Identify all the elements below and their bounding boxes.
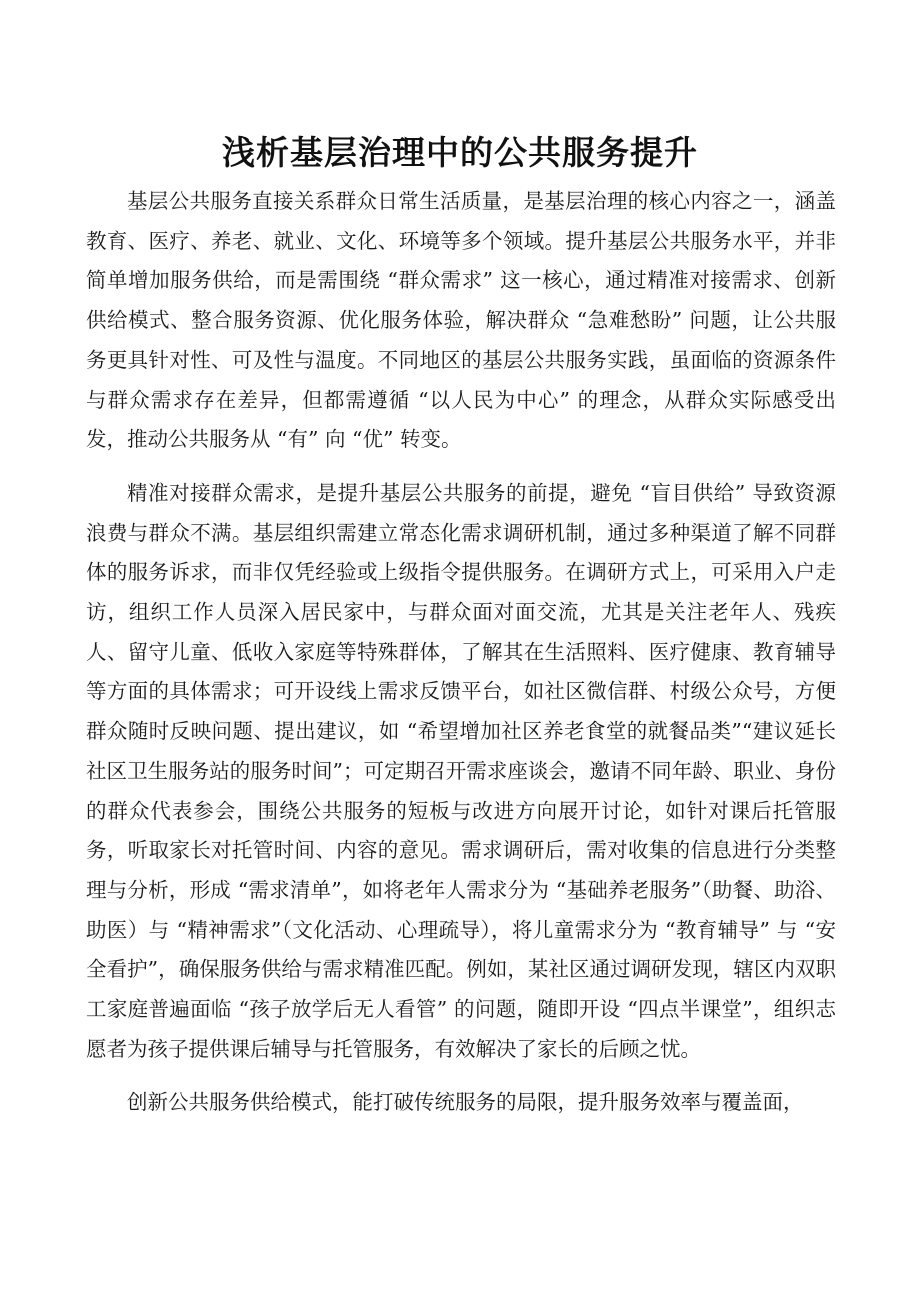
paragraph-intro: 基层公共服务直接关系群众日常生活质量，是基层治理的核心内容之一，涵盖教育、医疗、养老、就业、文化、环境等多个领域。提升基层公共服务水平，并非简单增加服务供给，而是需围绕 “群众需求” 这一核心，通过精准对接需求、创新供给模式、整合服务资源、优化服务体验，解决群众 “急难愁盼” 问题，让公共服务更具针对性、可及性与温度。不同地区的基层公共服务实践，虽面临的资源条件与群众需求存在差异，但都需遵循 “以人民为中心” 的理念，从群众实际感受出发，推动公共服务从 “有” 向 “优” 转变。 [86, 189, 836, 452]
paragraph-demand: 精准对接群众需求，是提升基层公共服务的前提，避免 “盲目供给” 导致资源浪费与群众不满。基层组织需建立常态化需求调研机制，通过多种渠道了解不同群体的服务诉求，而非仅凭经验或上级指令提供服务。在调研方式上，可采用入户走访，组织工作人员深入居民家中，与群众面对面交流，尤其是关注老年人、残疾人、留守儿童、低收入家庭等特殊群体，了解其在生活照料、医疗健康、教育辅导等方面的具体需求；可开设线上需求反馈平台，如社区微信群、村级公众号，方便群众随时反映问题、提出建议，如 “希望增加社区养老食堂的就餐品类”“建议延长社区卫生服务站的服务时间”；可定期召开需求座谈会，邀请不同年龄、职业、身份的群众代表参会，围绕公共服务的短板与改进方向展开讨论，如针对课后托管服务，听取家长对托管时间、内容的意见。需求调研后，需对收集的信息进行分类整理与分析，形成 “需求清单”，如将老年人需求分为 “基础养老服务”（助餐、助浴、助医）与 “精神需求”（文化活动、心理疏导），将儿童需求分为 “教育辅导” 与 “安全看护”，确保服务供给与需求精准匹配。例如，某社区通过调研发现，辖区内双职工家庭普遍面临 “孩子放学后无人看管” 的问题，随即开设 “四点半课堂”，组织志愿者为孩子提供课后辅导与托管服务，有效解决了家长的后顾之忧。 [86, 480, 836, 1061]
document-body [86, 182, 836, 1137]
paragraph-innovation: 创新公共服务供给模式，能打破传统服务的局限，提升服务效率与覆盖面， [127, 1090, 804, 1115]
page-title: 浅析基层治理中的公共服务提升 [222, 133, 698, 172]
